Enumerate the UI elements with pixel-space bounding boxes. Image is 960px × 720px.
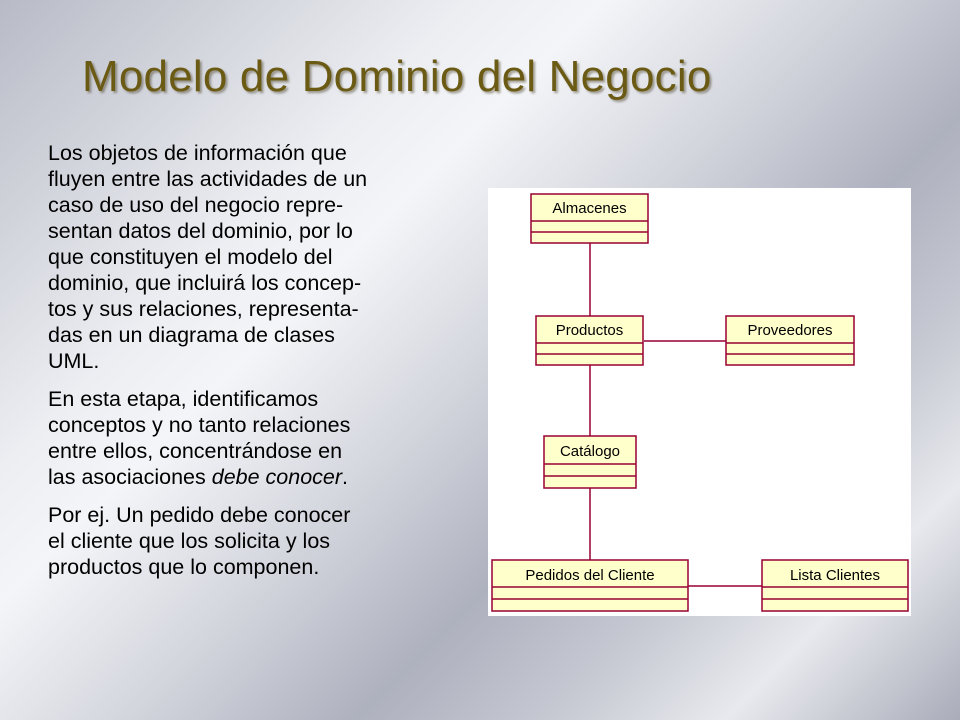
class-proveedores (726, 316, 854, 365)
class-name-pedidos: Pedidos del Cliente (525, 567, 655, 584)
text-line: UML. (48, 349, 100, 373)
text-line: conceptos y no tanto relaciones (48, 413, 351, 437)
text-line: En esta etapa, identificamos (48, 387, 319, 411)
text-line: dominio, que incluirá los concep- (48, 271, 362, 295)
class-name-catalogo: Catálogo (559, 443, 621, 460)
text-line: das en un diagrama de clases (48, 323, 335, 347)
paragraph-3 (48, 502, 448, 580)
body-text (48, 140, 448, 592)
class-name-proveedores: Proveedores (747, 322, 833, 339)
text-line: caso de uso del negocio repre- (48, 193, 344, 217)
class-name-productos: Productos (555, 322, 624, 339)
text-line: fluyen entre las actividades de un (48, 167, 368, 191)
class-catalogo (544, 436, 636, 488)
class-lista-clientes (762, 560, 908, 611)
text-line-prefix: las asociaciones (48, 465, 212, 489)
uml-diagram-canvas (488, 188, 911, 616)
uml-class-diagram (488, 188, 911, 616)
text-line: Por ej. Un pedido debe conocer (48, 503, 351, 527)
class-name-almacenes: Almacenes (552, 200, 627, 217)
paragraph-1 (48, 140, 448, 374)
paragraph-2 (48, 386, 448, 490)
text-line: el cliente que los solicita y los (48, 529, 331, 553)
class-name-lista-clientes: Lista Clientes (789, 567, 881, 584)
slide-title: Modelo de Dominio del Negocio (82, 52, 712, 101)
text-line-suffix: . (342, 465, 349, 489)
text-line: Los objetos de información que (48, 141, 347, 165)
emphasis-text: debe conocer (211, 465, 343, 489)
text-line: que constituyen el modelo del (48, 245, 333, 269)
text-line: tos y sus relaciones, representa- (48, 297, 359, 321)
class-productos (536, 316, 643, 365)
text-line: sentan datos del dominio, por lo (48, 219, 353, 243)
class-almacenes (531, 194, 648, 243)
class-pedidos-del-cliente (492, 560, 688, 611)
text-line: productos que lo componen. (48, 555, 320, 579)
text-line: entre ellos, concentrándose en (48, 439, 343, 463)
